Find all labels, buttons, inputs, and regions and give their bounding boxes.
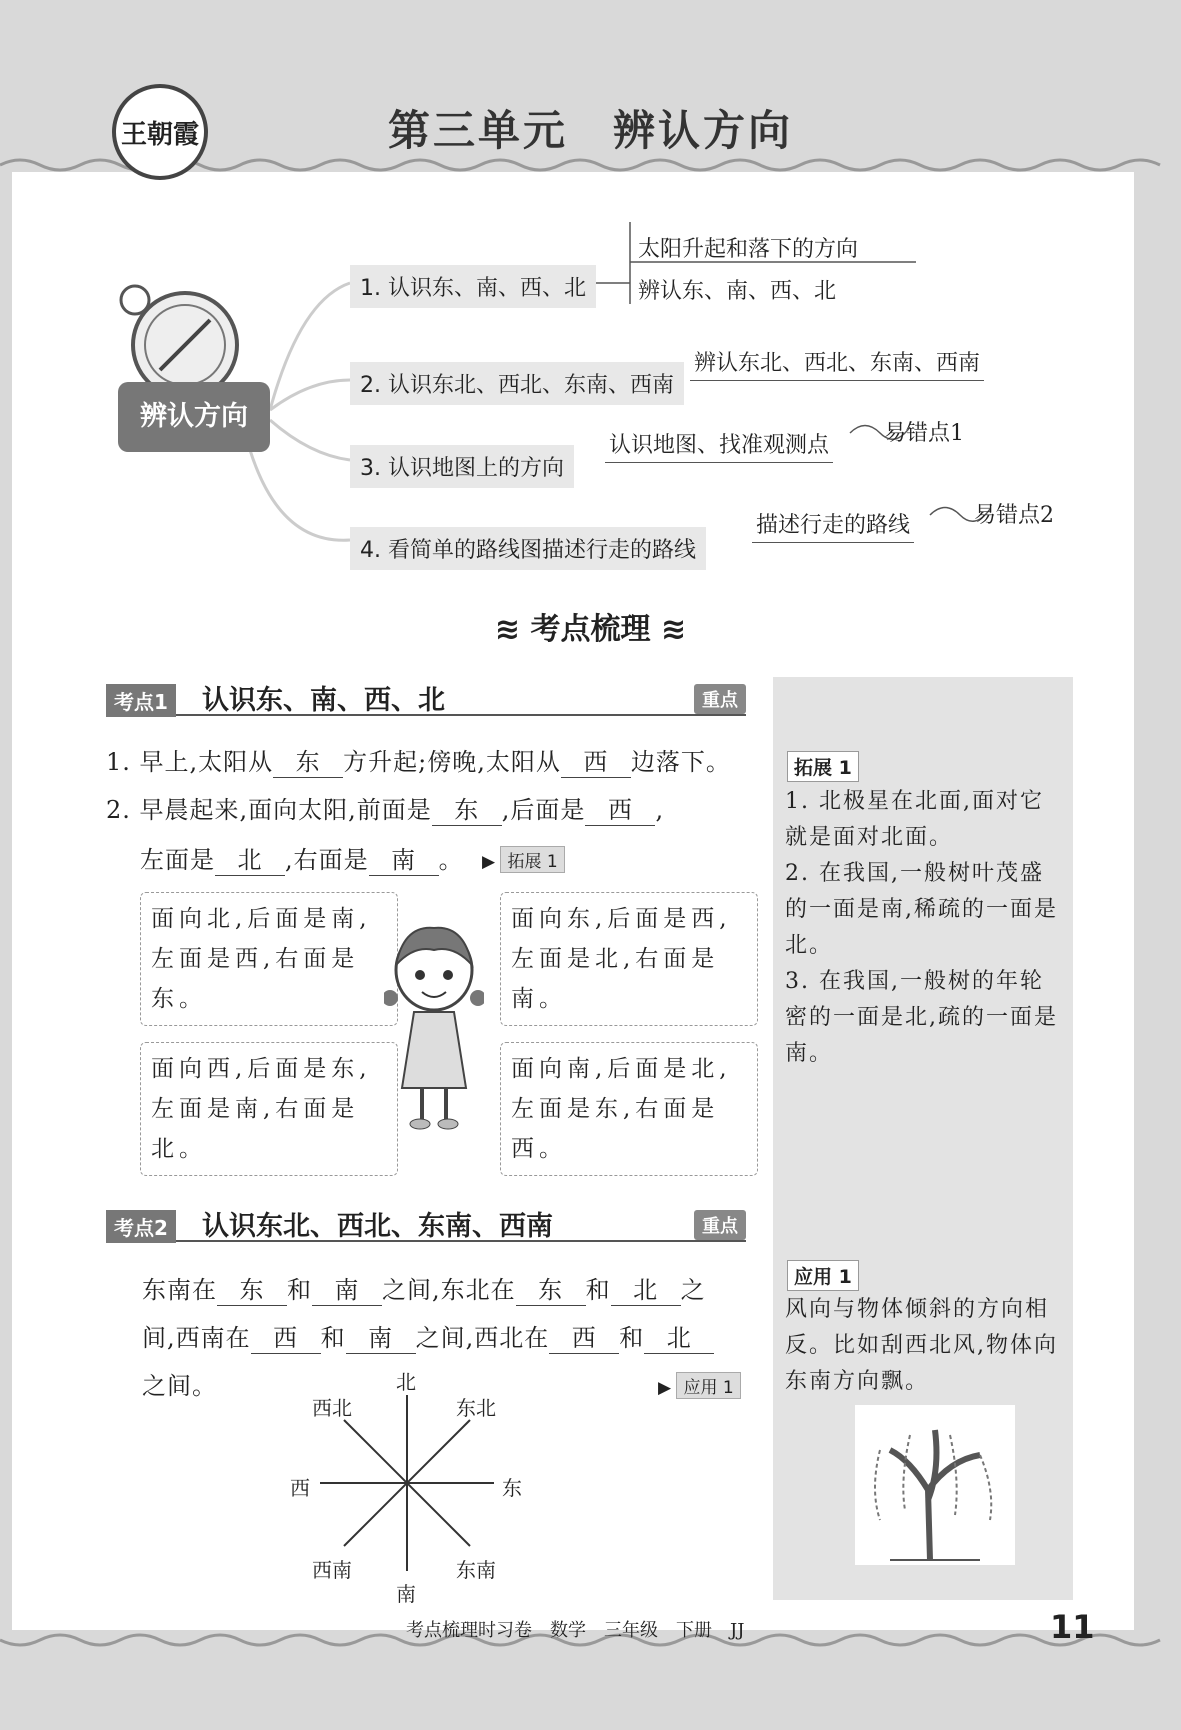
direction-box-east: 面向东,后面是西,左面是北,右面是南。 [500, 892, 758, 1026]
text: 左面是 [140, 846, 215, 874]
direction-north: 北 [396, 1370, 416, 1394]
direction-box-south: 面向南,后面是北,左面是东,右面是西。 [500, 1042, 758, 1176]
sidebar-app-tag: 应用 1 [787, 1260, 859, 1291]
mindmap-center: 辨认方向 [118, 382, 270, 452]
text: 和 [320, 1324, 346, 1352]
kp2-ref[interactable] [658, 1372, 741, 1399]
mindmap-note: 易错点1 [884, 421, 964, 446]
direction-south: 南 [396, 1582, 416, 1606]
kp1-header [106, 684, 746, 716]
mindmap-branch-2: 2. 认识东北、西北、东南、西南 [350, 362, 684, 405]
mindmap-leaf: 描述行走的路线 [752, 508, 914, 543]
text: ,右面是 [285, 846, 369, 874]
answer-blank: 南 [369, 840, 439, 876]
sidebar-ext-item: 3. 在我国,一般树的年轮密的一面是北,疏的一面是南。 [785, 969, 1058, 1066]
sidebar-app-text: 风向与物体倾斜的方向相反。比如刮西北风,物体向东南方向飘。 [785, 1297, 1058, 1394]
kp2-title: 认识东北、西北、东南、西南 [202, 1211, 553, 1242]
kp1-q1 [106, 742, 731, 778]
mindmap-branch-1: 1. 认识东、南、西、北 [350, 265, 596, 308]
triangle-right-icon: ▶ [482, 852, 496, 872]
text: 。 [438, 846, 464, 874]
page-title: 第三单元 辨认方向 [387, 106, 793, 155]
kp1-badge: 重点 [694, 684, 746, 714]
sidebar-ext-item: 1. 北极星在北面,面对它就是面对北面。 [785, 789, 1044, 850]
direction-northeast: 东北 [456, 1396, 496, 1420]
girl-illustration [384, 920, 484, 1132]
text: ,后面是 [501, 796, 586, 824]
answer-blank: 东 [273, 742, 343, 778]
text: 之 [680, 1276, 706, 1304]
answer-blank: 北 [215, 840, 285, 876]
text: 之间,东北在 [382, 1276, 516, 1304]
mindmap-branch-4: 4. 看简单的路线图描述行走的路线 [350, 527, 706, 570]
kp1-q2-line1 [106, 790, 664, 826]
mindmap-note: 易错点2 [974, 503, 1054, 528]
triangle-right-icon: ▶ [658, 1378, 672, 1398]
page-number: 11 [1050, 1608, 1095, 1646]
kp2-line1 [142, 1270, 706, 1306]
mindmap-leaf: 太阳升起和落下的方向 [638, 237, 859, 262]
direction-box-north: 面向北,后面是南,左面是西,右面是东。 [140, 892, 398, 1026]
text: 和 [619, 1324, 645, 1352]
mindmap-leaf: 认识地图、找准观测点 [605, 428, 833, 463]
ref-tag: 应用 1 [676, 1372, 740, 1399]
text: 2. 早晨起来,面向太阳,前面是 [106, 796, 432, 824]
answer-blank: 西 [585, 790, 655, 826]
text: 1. 早上,太阳从 [106, 748, 274, 776]
section-title-text: 考点梳理 [530, 612, 651, 647]
logo-text: 王朝霞 [120, 120, 199, 150]
direction-east: 东 [502, 1476, 522, 1500]
text: 边落下。 [630, 748, 731, 776]
direction-northwest: 西北 [312, 1396, 352, 1420]
text: 之间,西北在 [415, 1324, 550, 1352]
text: 和 [585, 1276, 611, 1304]
sidebar-ext-tag: 拓展 1 [787, 751, 859, 782]
answer-blank: 东 [217, 1270, 287, 1306]
kp2-badge: 重点 [694, 1210, 746, 1240]
answer-blank: 南 [312, 1270, 382, 1306]
answer-blank: 东 [516, 1270, 586, 1306]
mindmap-branch-3: 3. 认识地图上的方向 [350, 445, 574, 488]
answer-blank: 西 [549, 1318, 619, 1354]
text: 东南在 [142, 1276, 217, 1304]
ref-tag: 拓展 1 [500, 846, 564, 873]
answer-blank: 北 [611, 1270, 681, 1306]
kp1-ref[interactable] [482, 846, 565, 873]
wave-icon: ≋ [650, 612, 687, 647]
text: 方升起;傍晚,太阳从 [343, 748, 561, 776]
direction-west: 西 [290, 1476, 310, 1500]
text: 间,西南在 [142, 1324, 251, 1352]
text: 和 [287, 1276, 312, 1304]
wave-icon: ≋ [494, 612, 531, 647]
willow-tree-illustration [850, 1400, 1020, 1570]
answer-blank: 东 [432, 790, 502, 826]
answer-blank: 西 [561, 742, 631, 778]
answer-blank: 西 [251, 1318, 321, 1354]
kp1-q2-line2 [140, 840, 464, 876]
kp2-line3: 之间。 [142, 1372, 217, 1400]
mindmap-leaf: 辨认东、南、西、北 [638, 279, 837, 304]
kp1-title: 认识东、南、西、北 [202, 685, 445, 716]
sidebar-ext-item: 2. 在我国,一般树叶茂盛的一面是南,稀疏的一面是北。 [785, 861, 1058, 958]
kp2-header [106, 1210, 746, 1242]
kp1-tag: 考点1 [106, 684, 176, 717]
section-title [0, 604, 1181, 648]
footer-text: 考点梳理时习卷 数学 三年级 下册 JJ [406, 1620, 745, 1641]
answer-blank: 南 [346, 1318, 416, 1354]
direction-southeast: 东南 [456, 1558, 496, 1582]
mindmap-leaf: 辨认东北、西北、东南、西南 [690, 346, 984, 381]
text: , [655, 796, 665, 824]
direction-box-west: 面向西,后面是东,左面是南,右面是北。 [140, 1042, 398, 1176]
kp2-tag: 考点2 [106, 1210, 176, 1243]
direction-southwest: 西南 [312, 1558, 352, 1582]
answer-blank: 北 [644, 1318, 714, 1354]
kp2-line2 [142, 1318, 714, 1354]
